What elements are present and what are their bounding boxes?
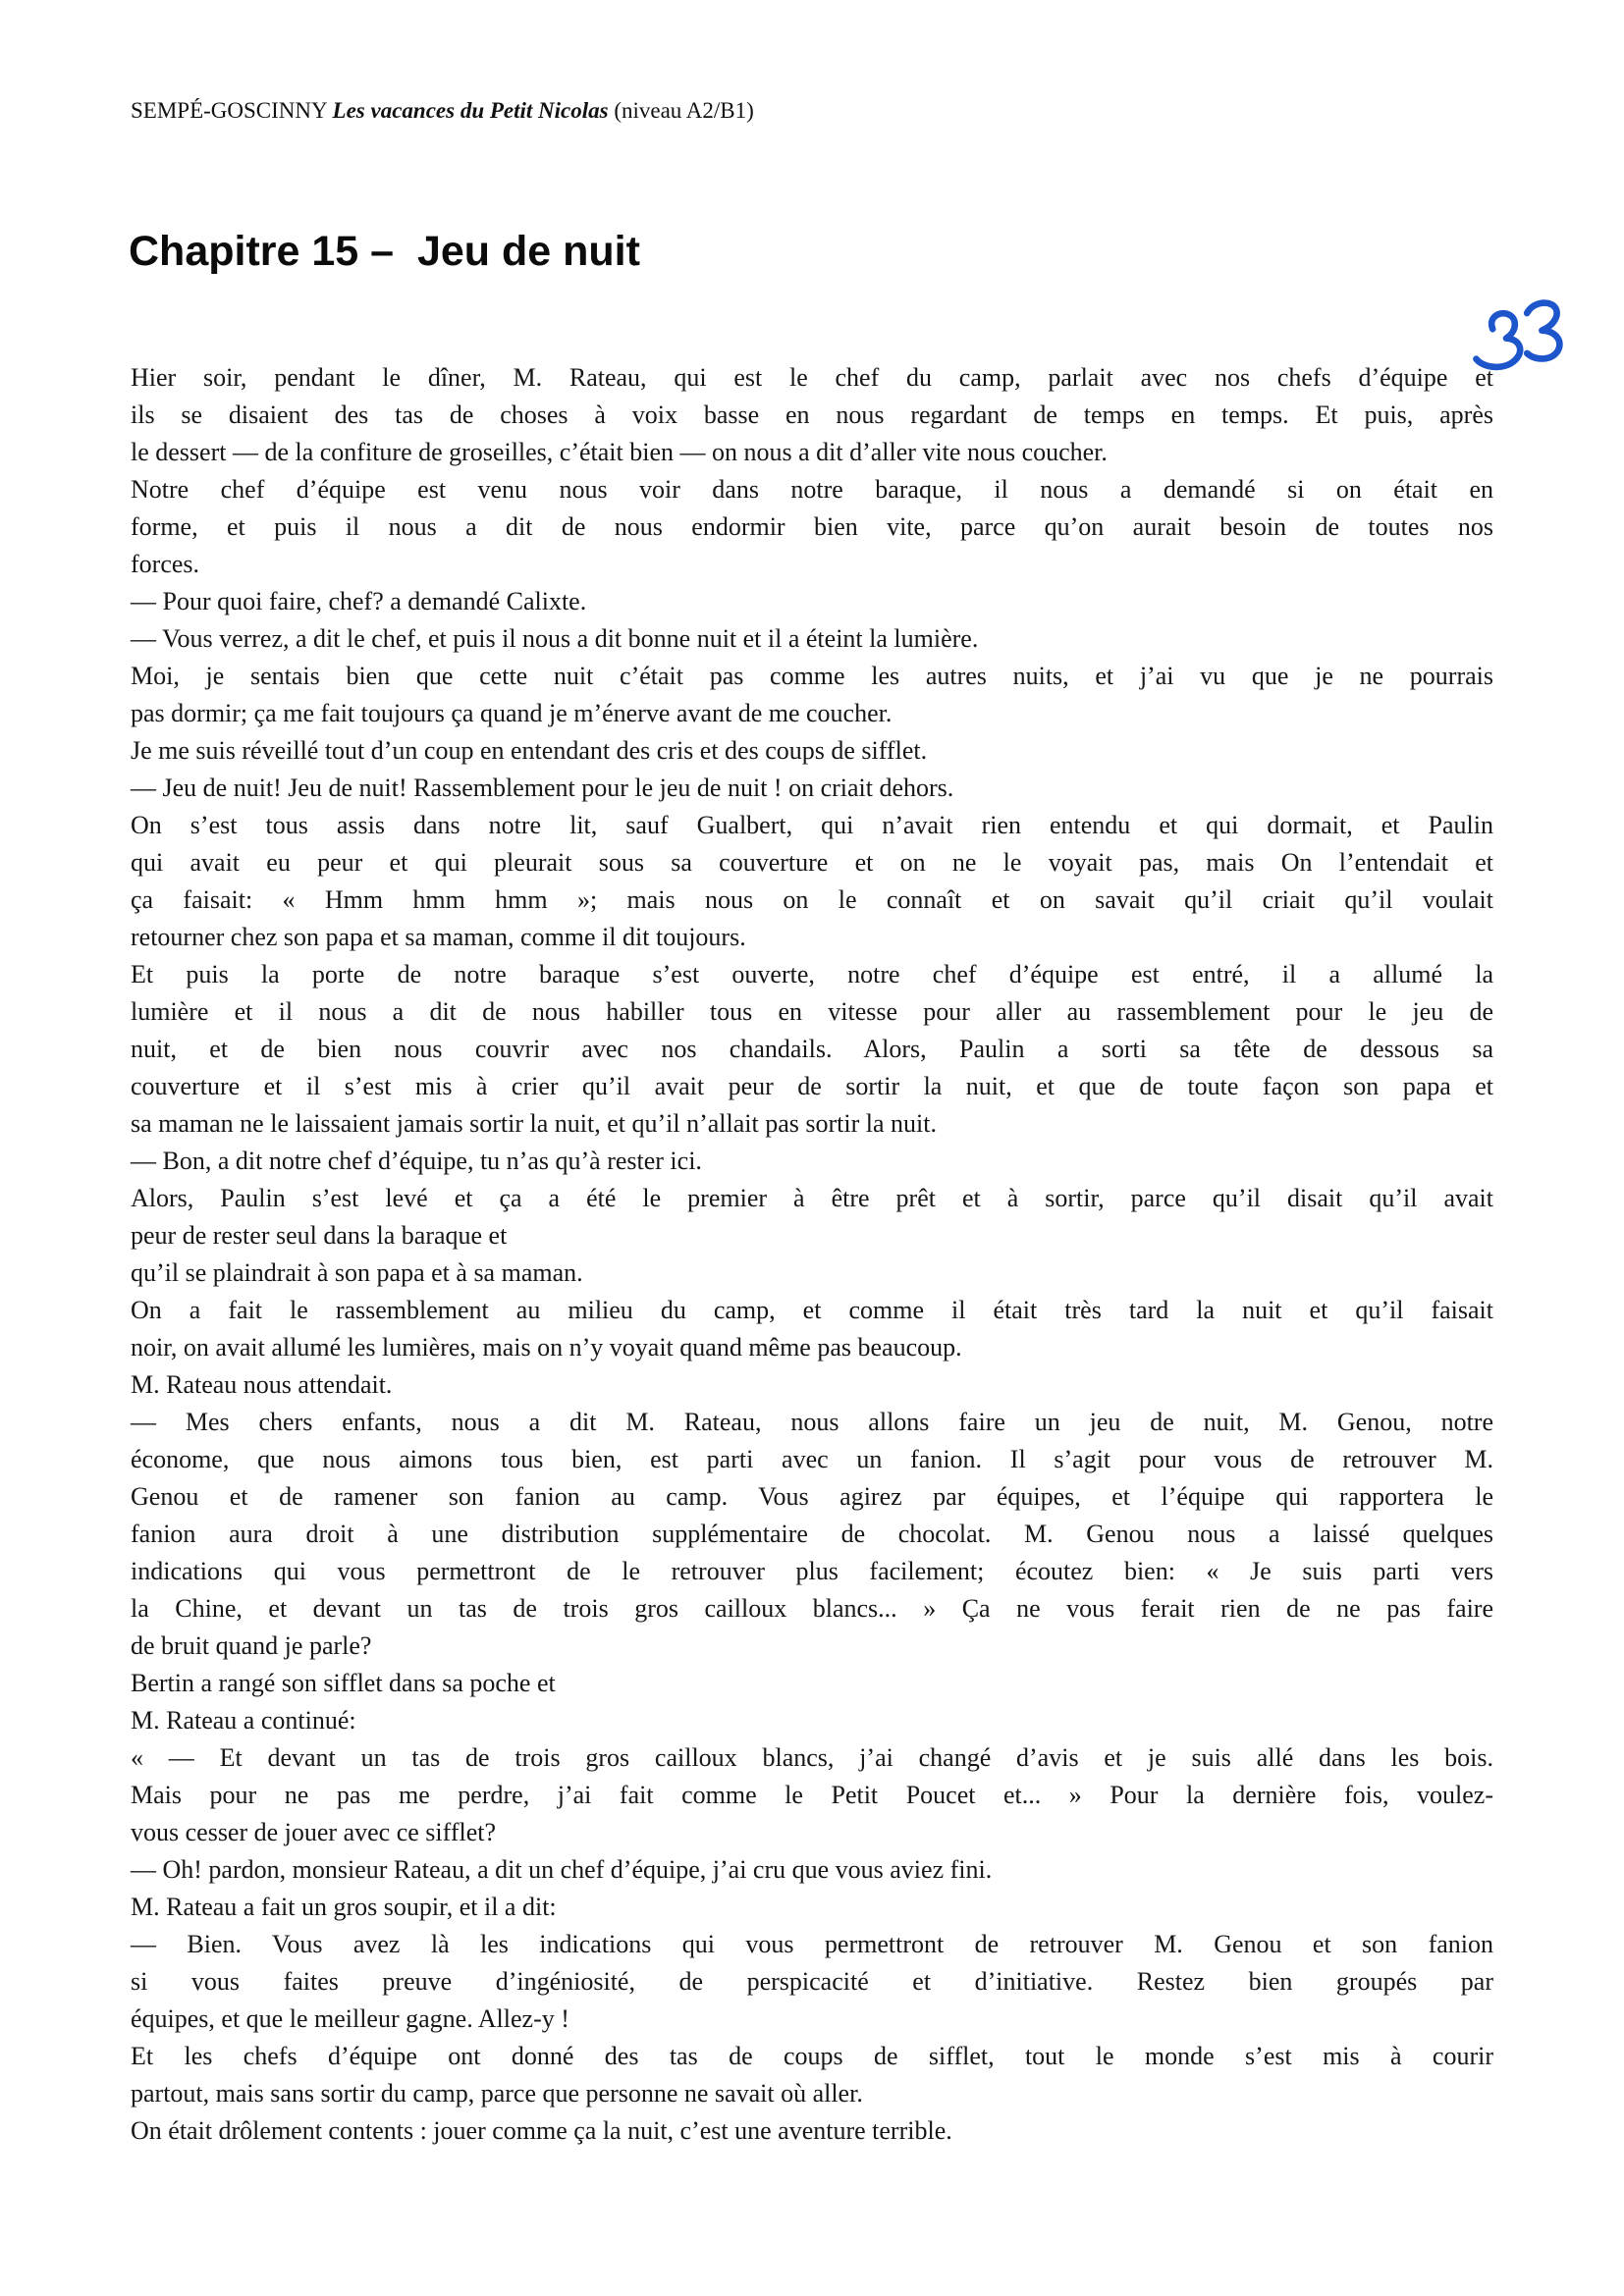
text-line: — Pour quoi faire, chef? a demandé Calixte. — [131, 587, 587, 615]
paragraph — [131, 2038, 1493, 2112]
text-line: Hier soir, pendant le dîner, M. Rateau, qui est le chef du camp, parlait avec nos chefs d’équipe et — [131, 363, 1493, 392]
text-line: Moi, je sentais bien que cette nuit c’était pas comme les autres nuits, et j’ai vu que je ne pourrais — [131, 662, 1493, 690]
text-line: lumière et il nous a dit de nous habiller tous en vitesse pour aller au rassemblement pour le jeu de — [131, 997, 1493, 1026]
paragraph — [131, 1180, 1493, 1255]
text-line: de bruit quand je parle? — [131, 1631, 372, 1660]
paragraph — [131, 2112, 1493, 2150]
paragraph — [131, 807, 1493, 956]
header-book-title: Les vacances du Petit Nicolas — [332, 98, 609, 123]
text-line: nuit, et de bien nous couvrir avec nos chandails. Alors, Paulin a sorti sa tête de dessous sa — [131, 1035, 1493, 1063]
paragraph — [131, 1292, 1493, 1366]
text-line: forme, et puis il nous a dit de nous endormir bien vite, parce qu’on aurait besoin de toutes nos — [131, 512, 1493, 541]
paragraph — [131, 732, 1493, 770]
text-line: M. Rateau nous attendait. — [131, 1370, 393, 1399]
text-line: — Bien. Vous avez là les indications qui vous permettront de retrouver M. Genou et son fanion — [131, 1930, 1493, 1958]
paragraph — [131, 1926, 1493, 2038]
paragraph — [131, 1255, 1493, 1292]
paragraph — [131, 1143, 1493, 1180]
text-line: Alors, Paulin s’est levé et ça a été le premier à être prêt et à sortir, parce qu’il disait qu’il avait — [131, 1184, 1493, 1212]
text-line: On a fait le rassemblement au milieu du camp, et comme il était très tard la nuit et qu’il faisait — [131, 1296, 1493, 1324]
chapter-title: Chapitre 15 – Jeu de nuit — [129, 228, 640, 275]
header-level-note: (niveau A2/B1) — [608, 98, 754, 123]
text-line: — Vous verrez, a dit le chef, et puis il nous a dit bonne nuit et il a éteint la lumière. — [131, 624, 979, 653]
text-line: ça faisait: « Hmm hmm hmm »; mais nous on le connaît et on savait qu’il criait qu’il voulait — [131, 885, 1493, 914]
paragraph — [131, 658, 1493, 732]
text-line: Et puis la porte de notre baraque s’est ouverte, notre chef d’équipe est entré, il a allumé la — [131, 960, 1493, 988]
text-line: vous cesser de jouer avec ce sifflet? — [131, 1818, 497, 1846]
text-line: Notre chef d’équipe est venu nous voir dans notre baraque, il nous a demandé si on était en — [131, 475, 1493, 504]
text-line: qu’il se plaindrait à son papa et à sa maman. — [131, 1258, 583, 1287]
paragraph — [131, 359, 1493, 471]
text-line: qui avait eu peur et qui pleurait sous sa couverture et on ne le voyait pas, mais On l’entendait et — [131, 848, 1493, 877]
text-line: Mais pour ne pas me perdre, j’ai fait comme le Petit Poucet et... » Pour la dernière fois, voulez- — [131, 1781, 1493, 1809]
text-line: — Mes chers enfants, nous a dit M. Rateau, nous allons faire un jeu de nuit, M. Genou, notre — [131, 1408, 1493, 1436]
paragraph — [131, 1665, 1493, 1702]
paragraph — [131, 583, 1493, 620]
text-line: Genou et de ramener son fanion au camp. Vous agirez par équipes, et l’équipe qui rapportera le — [131, 1482, 1493, 1511]
paragraph — [131, 620, 1493, 658]
text-line: — Oh! pardon, monsieur Rateau, a dit un chef d’équipe, j’ai cru que vous aviez fini. — [131, 1855, 993, 1884]
handwritten-digit-3-second — [1525, 302, 1561, 359]
text-line: On était drôlement contents : jouer comme ça la nuit, c’est une aventure terrible. — [131, 2116, 952, 2145]
text-line: — Jeu de nuit! Jeu de nuit! Rassemblement pour le jeu de nuit ! on criait dehors. — [131, 774, 954, 802]
text-line: « — Et devant un tas de trois gros cailloux blancs, j’ai changé d’avis et je suis allé dans les bois. — [131, 1743, 1493, 1772]
header-authors: SEMPÉ-GOSCINNY — [131, 98, 333, 123]
text-line: Et les chefs d’équipe ont donné des tas de coups de sifflet, tout le monde s’est mis à courir — [131, 2042, 1493, 2070]
page-header — [131, 97, 754, 125]
text-line: forces. — [131, 550, 200, 578]
text-line: la Chine, et devant un tas de trois gros cailloux blancs... » Ça ne vous ferait rien de ne pas faire — [131, 1594, 1493, 1623]
text-line: retourner chez son papa et sa maman, comme il dit toujours. — [131, 923, 746, 951]
paragraph — [131, 956, 1493, 1143]
text-line: sa maman ne le laissaient jamais sortir la nuit, et qu’il n’allait pas sortir la nuit. — [131, 1109, 937, 1138]
text-line: équipes, et que le meilleur gagne. Allez-y ! — [131, 2004, 569, 2033]
text-line: peur de rester seul dans la baraque et — [131, 1221, 508, 1250]
paragraph — [131, 1851, 1493, 1889]
paragraph — [131, 1739, 1493, 1851]
text-line: partout, mais sans sortir du camp, parce que personne ne savait où aller. — [131, 2079, 863, 2108]
text-line: si vous faites preuve d’ingéniosité, de perspicacité et d’initiative. Restez bien groupés par — [131, 1967, 1493, 1996]
text-line: Je me suis réveillé tout d’un coup en entendant des cris et des coups de sifflet. — [131, 736, 928, 765]
text-line: couverture et il s’est mis à crier qu’il avait peur de sortir la nuit, et que de toute façon son papa et — [131, 1072, 1493, 1100]
text-line: ils se disaient des tas de choses à voix basse en nous regardant de temps en temps. Et puis, après — [131, 400, 1493, 429]
paragraph — [131, 1889, 1493, 1926]
paragraph — [131, 1702, 1493, 1739]
body-text — [131, 359, 1493, 2150]
paragraph — [131, 1366, 1493, 1404]
text-line: indications qui vous permettront de le retrouver plus facilement; écoutez bien: « Je suis parti vers — [131, 1557, 1493, 1585]
paragraph — [131, 1404, 1493, 1665]
text-line: M. Rateau a continué: — [131, 1706, 356, 1735]
text-line: On s’est tous assis dans notre lit, sauf Gualbert, qui n’avait rien entendu et qui dormait, et Paulin — [131, 811, 1493, 839]
text-line: le dessert — de la confiture de groseilles, c’était bien — on nous a dit d’aller vite nous coucher. — [131, 438, 1108, 466]
paragraph — [131, 770, 1493, 807]
text-line: Bertin a rangé son sifflet dans sa poche et — [131, 1669, 556, 1697]
text-line: — Bon, a dit notre chef d’équipe, tu n’as qu’à rester ici. — [131, 1147, 702, 1175]
text-line: M. Rateau a fait un gros soupir, et il a dit: — [131, 1893, 557, 1921]
text-line: pas dormir; ça me fait toujours ça quand je m’énerve avant de me coucher. — [131, 699, 893, 727]
text-line: fanion aura droit à une distribution supplémentaire de chocolat. M. Genou nous a laissé quelques — [131, 1520, 1493, 1548]
text-line: noir, on avait allumé les lumières, mais on n’y voyait quand même pas beaucoup. — [131, 1333, 962, 1362]
text-line: économe, que nous aimons tous bien, est parti avec un fanion. Il s’agit pour vous de retrouver M. — [131, 1445, 1493, 1473]
paragraph — [131, 471, 1493, 583]
